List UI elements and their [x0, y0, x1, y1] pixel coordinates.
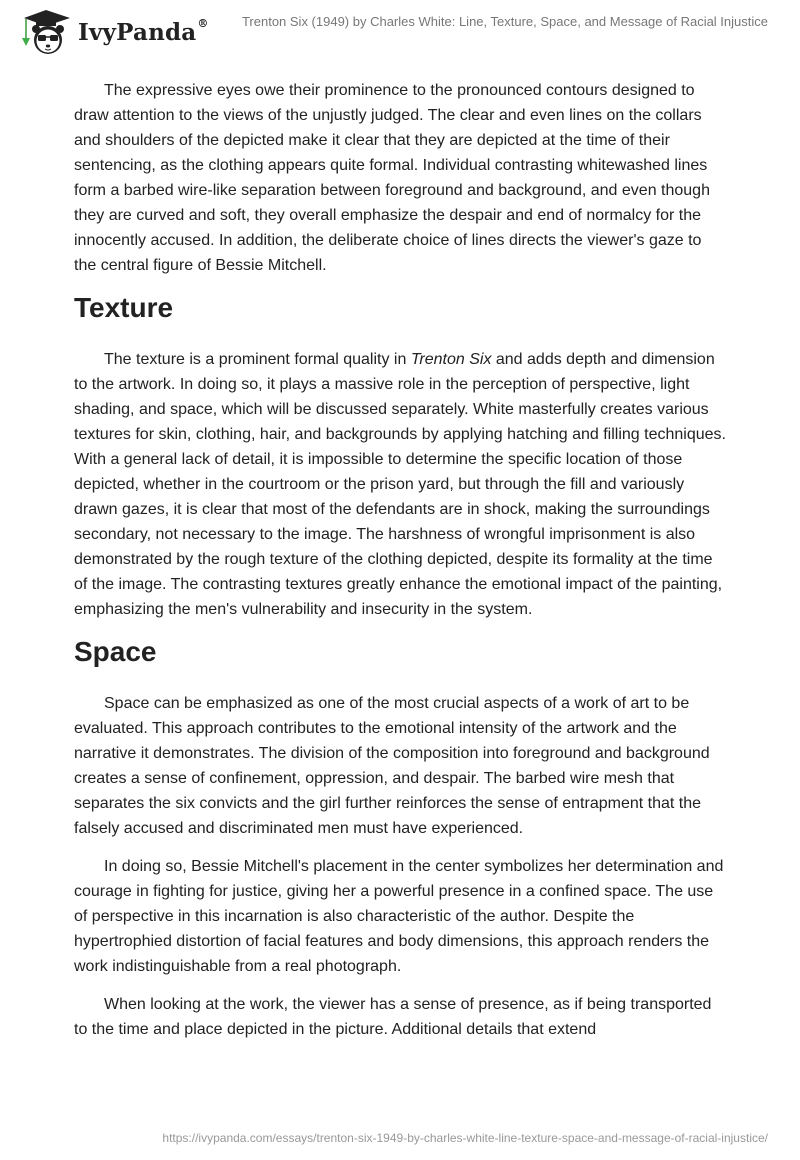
texture-heading: Texture	[74, 292, 174, 323]
space-heading: Space	[74, 636, 157, 667]
document-title: Trenton Six (1949) by Charles White: Line, Texture, Space, and Message of Racial Injustice	[241, 14, 768, 29]
source-url-link[interactable]: https://ivypanda.com/essays/trenton-six-1949-by-charles-white-line-texture-space-and-message-of-racial-injustice/	[162, 1131, 768, 1145]
essay-body	[74, 78, 728, 1055]
artwork-title: Trenton Six	[410, 351, 492, 368]
page-header	[0, 0, 800, 60]
panda-graduate-icon	[18, 8, 74, 56]
space-paragraph-3: When looking at the work, the viewer has a sense of presence, as if being transported to the time and place depicted in the picture. Additional details that extend	[74, 996, 712, 1038]
space-paragraph-1: Space can be emphasized as one of the most crucial aspects of a work of art to be evaluated. This approach contributes to the emotional intensity of the artwork and the narrative it demonstrates. The division of the composition into foreground and background creates a sense of confinement, oppression, and despair. The barbed wire mesh that separates the six convicts and the girl further reinforces the sense of entrapment that the falsely accused and discriminated men must have experienced.	[74, 695, 710, 837]
logo-wordmark: IvyPanda®	[78, 16, 209, 46]
space-paragraph-2: In doing so, Bessie Mitchell's placement in the center symbolizes her determination and courage in fighting for justice, giving her a powerful presence in a confined space. The use of perspective in this incarnation is also characteristic of the author. Despite the hypertrophied distortion of facial features and body dimensions, this approach renders the work indistinguishable from a real photograph.	[74, 858, 724, 975]
texture-paragraph: The texture is a prominent formal quality in Trenton Six and adds depth and dimension to the artwork. In doing so, it plays a massive role in the perception of perspective, light shading, and space, which will be discussed separately. White masterfully creates various textures for skin, clothing, hair, and backgrounds by applying hatching and filling techniques. With a general lack of detail, it is impossible to determine the specific location of those depicted, whether in the courtroom or the prison yard, but through the fill and variously drawn gazes, it is clear that most of the defendants are in shock, making the surroundings secondary, not necessary to the image. The harshness of wrongful imprisonment is also demonstrated by the rough texture of the clothing depicted, despite its formality at the time of the image. The contrasting textures greatly enhance the emotional impact of the painting, emphasizing the men's vulnerability and insecurity in the system.	[74, 351, 726, 618]
intro-paragraph: The expressive eyes owe their prominence to the pronounced contours designed to draw attention to the views of the unjustly judged. The clear and even lines on the collars and shoulders of the depicted make it clear that they are depicted at the time of their sentencing, as the clothing appears quite formal. Individual contrasting whitewashed lines form a barbed wire-like separation between foreground and background, and even though they are curved and soft, they overall emphasize the despair and end of normalcy for the innocently accused. In addition, the deliberate choice of lines directs the viewer's gaze to the central figure of Bessie Mitchell.	[74, 82, 710, 274]
ivypanda-logo[interactable]	[18, 8, 209, 56]
